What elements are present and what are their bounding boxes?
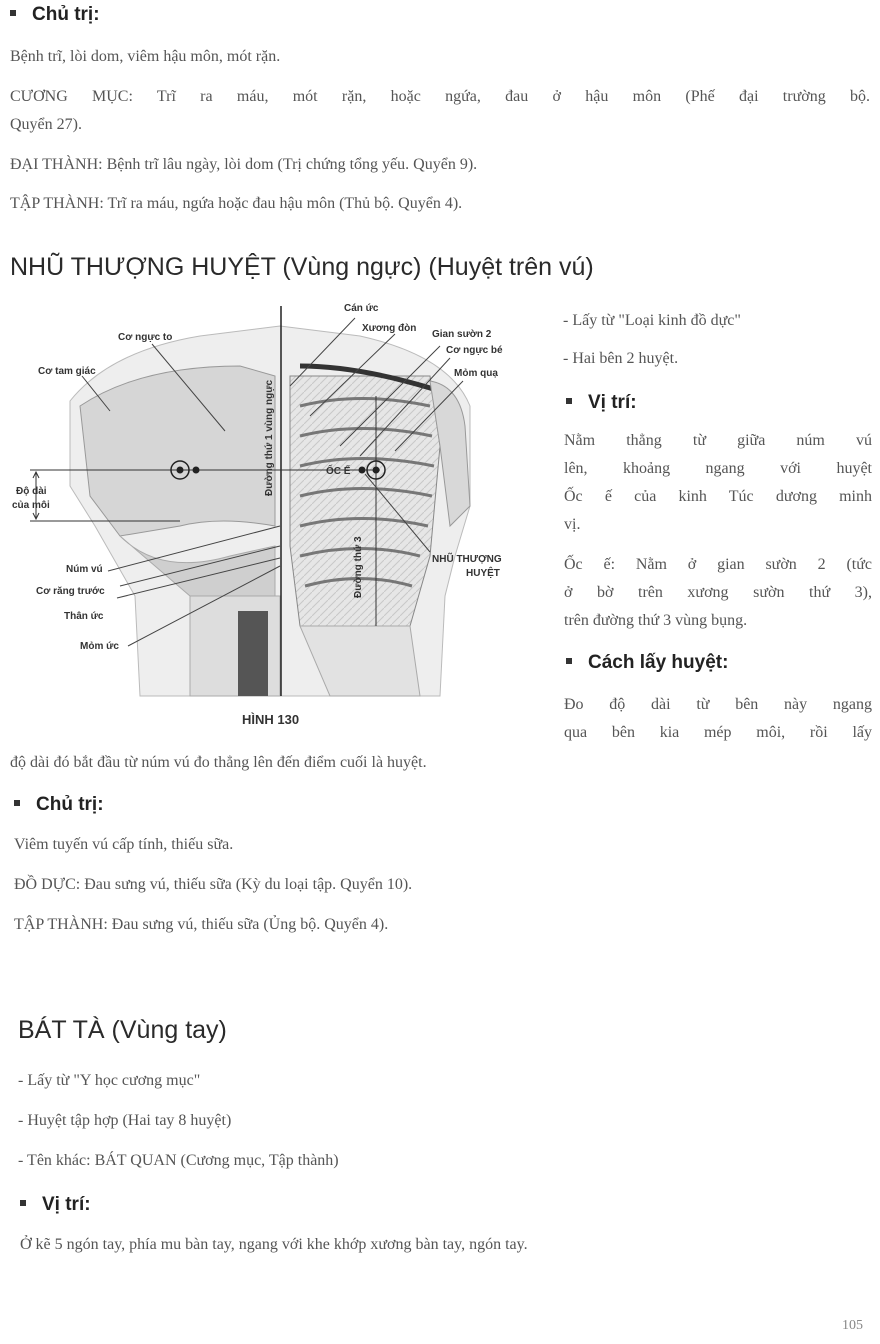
bullet-icon xyxy=(566,398,572,404)
text-line: ở bờ trên xương sườn thứ 3), xyxy=(564,584,872,601)
label-than-uc: Thân ức xyxy=(64,611,104,622)
abdomen-dark xyxy=(238,611,268,696)
text-line: Đo độ dài từ bên này ngang xyxy=(564,696,872,713)
text-line: lên, khoảng ngang với huyệt xyxy=(564,460,872,477)
section-title-bat-ta: BÁT TÀ (Vùng tay) xyxy=(18,1016,227,1044)
text-line: trên đường thứ 3 vùng bụng. xyxy=(564,612,748,629)
label-co-nguc-to: Cơ ngực to xyxy=(118,332,173,343)
label-num-vu: Núm vú xyxy=(66,564,103,575)
nipple-point xyxy=(177,467,184,474)
label-nhu-thuong: NHŨ THƯỢNG xyxy=(432,554,502,565)
chu-tri-heading-top xyxy=(10,4,100,26)
text-line: Quyển 27). xyxy=(10,116,82,133)
label-can-uc: Cán ức xyxy=(344,303,379,314)
figure-caption: HÌNH 130 xyxy=(242,712,300,727)
pectoral-muscle-left xyxy=(80,366,275,536)
heading-text: Cách lấy huyệt: xyxy=(588,652,729,673)
label-mom-qua: Mỏm quạ xyxy=(454,368,498,379)
chu-tri-heading-middle xyxy=(14,794,104,816)
label-mom-uc: Mỏm ức xyxy=(80,641,119,652)
text-line: Ở kẽ 5 ngón tay, phía mu bàn tay, ngang với khe khớp xương bàn tay, ngón tay. xyxy=(20,1236,528,1253)
page-number: 105 xyxy=(842,1318,863,1333)
label-co-rang-truoc: Cơ răng trước xyxy=(36,586,105,597)
label-co-tam-giac: Cơ tam giác xyxy=(38,366,96,377)
label-huyet: HUYỆT xyxy=(466,568,500,579)
heading-text: Chủ trị: xyxy=(36,794,104,815)
bullet-icon xyxy=(10,10,16,16)
anatomy-figure xyxy=(0,296,560,736)
bullet-icon xyxy=(14,800,20,806)
vi-tri-heading-bat-ta xyxy=(20,1194,91,1216)
text-line: Ốc ế: Nằm ở gian sườn 2 (tức xyxy=(564,556,872,573)
vi-tri-heading xyxy=(566,392,637,414)
nhu-thuong-point-left xyxy=(193,467,200,474)
text-line: - Hai bên 2 huyệt. xyxy=(563,350,679,367)
label-duong-thu-3: Đường thứ 3 xyxy=(353,536,364,598)
label-cua-moi: của môi xyxy=(12,500,50,511)
text-line: - Lấy từ "Y học cương mục" xyxy=(18,1072,201,1089)
oc-e-point xyxy=(373,467,380,474)
text-line: - Huyệt tập hợp (Hai tay 8 huyệt) xyxy=(18,1112,232,1129)
heading-text: Vị trí: xyxy=(588,392,637,413)
text-line: ĐẠI THÀNH: Bệnh trĩ lâu ngày, lòi dom (Trị chứng tổng yếu. Quyển 9). xyxy=(10,156,478,173)
heading-text: Chủ trị: xyxy=(32,4,100,25)
label-xuong-don: Xương đòn xyxy=(362,323,417,334)
label-gian-suon-2: Gian sườn 2 xyxy=(432,329,492,340)
cach-lay-huyet-heading xyxy=(566,652,728,674)
label-oc-e: ỐC Ế xyxy=(326,466,351,477)
text-line: - Tên khác: BÁT QUAN (Cương mục, Tập thành) xyxy=(18,1152,339,1169)
text-line: Bệnh trĩ, lòi dom, viêm hậu môn, mót rặn. xyxy=(10,48,281,65)
bullet-icon xyxy=(566,658,572,664)
text-line: Nằm thẳng từ giữa núm vú xyxy=(564,432,872,449)
oc-e-point-inner xyxy=(359,467,366,474)
text-line: Viêm tuyến vú cấp tính, thiếu sữa. xyxy=(14,836,234,853)
section-title-nhu-thuong: NHŨ THƯỢNG HUYỆT (Vùng ngực) (Huyệt trên vú) xyxy=(10,253,594,281)
label-co-nguc-be: Cơ ngực bé xyxy=(446,345,503,356)
text-line: CƯƠNG MỤC: Trĩ ra máu, mót rặn, hoặc ngứa, đau ở hậu môn (Phế đại trường bộ. xyxy=(10,88,870,105)
text-line: - Lấy từ "Loại kinh đồ dực" xyxy=(563,312,741,329)
text-line: qua bên kia mép môi, rồi lấy xyxy=(564,724,872,741)
text-line: Ốc ế của kinh Túc dương minh xyxy=(564,488,872,505)
text-line: ĐỒ DỰC: Đau sưng vú, thiếu sữa (Kỳ du loại tập. Quyển 10). xyxy=(14,876,413,893)
text-line: độ dài đó bắt đầu từ núm vú đo thẳng lên đến điểm cuối là huyệt. xyxy=(10,754,427,771)
label-duong-thu-1: Đường thứ 1 vùng ngực xyxy=(264,379,275,496)
bullet-icon xyxy=(20,1200,26,1206)
text-line: vị. xyxy=(564,516,581,533)
text-line: TẬP THÀNH: Trĩ ra máu, ngứa hoặc đau hậu môn (Thủ bộ. Quyển 4). xyxy=(10,195,463,212)
heading-text: Vị trí: xyxy=(42,1194,91,1215)
label-do-dai: Độ dài xyxy=(16,486,47,497)
text-line: TẬP THÀNH: Đau sưng vú, thiếu sữa (Ủng bộ. Quyển 4). xyxy=(14,916,389,933)
